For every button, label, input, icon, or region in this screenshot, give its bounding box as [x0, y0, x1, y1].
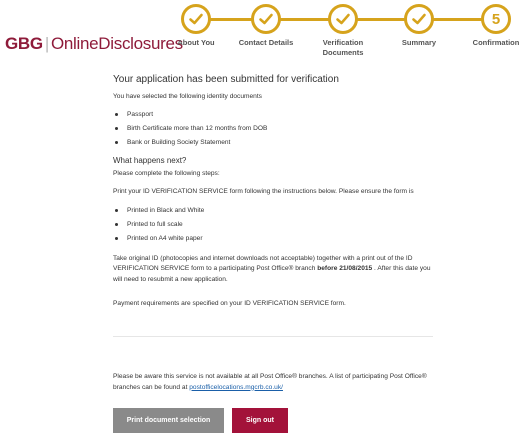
deadline-date: before 21/08/2015	[317, 265, 373, 272]
take-id-text-end: . After this date you will need to resubmit a new application.	[113, 265, 431, 283]
brand-separator: |	[44, 34, 49, 53]
take-id-text: Take original ID (photocopies and internet downloads not acceptable) together with a print out of the ID VERIFICATION SERVICE form to a participating Post Office® branch	[113, 254, 413, 272]
brand-name: OnlineDisclosures	[50, 34, 183, 53]
sign-out-button[interactable]: Sign out	[232, 408, 288, 433]
list-item: Passport	[113, 108, 433, 122]
step-verification-documents	[305, 4, 381, 58]
step-number-badge	[481, 4, 511, 34]
post-office-locations-link[interactable]: postofficelocations.mgcrb.co.uk/	[189, 383, 283, 391]
notice-text: Please be aware this service is not available at all Post Office® branches. A list of participating Post Office® branches can be found at	[113, 373, 427, 391]
step-about-you	[158, 4, 234, 48]
what-next-heading: What happens next?	[113, 156, 187, 165]
list-item: Printed in Black and White	[113, 204, 433, 218]
page-title: Your application has been submitted for verification	[113, 74, 339, 85]
print-requirements-list	[113, 204, 433, 246]
selected-intro: You have selected the following identity documents	[113, 93, 262, 100]
branch-notice	[113, 372, 433, 393]
progress-stepper	[160, 0, 522, 60]
list-item: Printed to full scale	[113, 218, 433, 232]
step-contact-details	[228, 4, 304, 48]
check-icon	[251, 4, 281, 34]
step-confirmation	[458, 4, 522, 48]
list-item: Printed on A4 white paper	[113, 232, 433, 246]
step-label: Contact Details	[238, 38, 294, 47]
print-document-selection-button[interactable]: Print document selection	[113, 408, 224, 433]
print-instruction: Print your ID VERIFICATION SERVICE form following the instructions below. Please ensure the form is	[113, 188, 414, 195]
divider	[113, 336, 433, 337]
list-item: Bank or Building Society Statement	[113, 136, 433, 150]
take-id-instruction	[113, 254, 433, 286]
step-number: 5	[491, 10, 501, 28]
check-icon	[181, 4, 211, 34]
check-icon	[328, 4, 358, 34]
payment-text: Payment requirements are specified on your ID VERIFICATION SERVICE form.	[113, 300, 346, 307]
brand-gbg: GBG	[5, 34, 43, 53]
documents-list	[113, 108, 433, 150]
confirmation-content	[113, 74, 433, 337]
step-label: About You	[177, 38, 215, 47]
step-summary	[381, 4, 457, 48]
brand-logo	[5, 34, 183, 54]
step-label: Summary	[401, 38, 437, 47]
complete-steps-text: Please complete the following steps:	[113, 170, 220, 177]
check-icon	[404, 4, 434, 34]
list-item: Birth Certificate more than 12 months from DOB	[113, 122, 433, 136]
step-label: Verification Documents	[322, 38, 364, 57]
step-label: Confirmation	[472, 38, 520, 47]
